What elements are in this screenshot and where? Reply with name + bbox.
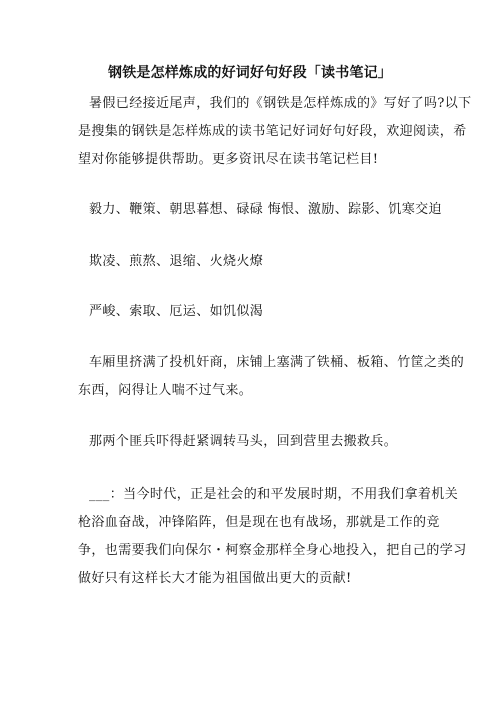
sentence-1-line-2: 东西，闷得让人喘不过气来。 <box>78 383 253 398</box>
sentence-1-line-1: 车厢里挤满了投机奸商，床铺上塞满了铁桶、板箱、竹筐之类的 <box>89 355 465 370</box>
intro-line-3: 望对你能够提供帮助。更多资讯尽在读书笔记栏目! <box>78 152 379 167</box>
paragraph-line-3: 争，也需要我们向保尔・柯察金那样全身心地投入，把自己的学习 <box>78 543 467 558</box>
paragraph-line-2: 枪浴血奋战，冲锋陷阵，但是现在也有战场，那就是工作的竞 <box>78 515 440 530</box>
intro-line-1: 暑假已经接近尾声，我们的《钢铁是怎样炼成的》写好了吗?以下 <box>89 96 472 111</box>
words-line-2: 欺凌、煎熬、退缩、火烧火燎 <box>89 254 264 269</box>
intro-line-2: 是搜集的钢铁是怎样炼成的读书笔记好词好句好段，欢迎阅读，希 <box>78 124 467 139</box>
paragraph-line-4: 做好只有这样长大才能为祖国做出更大的贡献! <box>78 571 352 586</box>
document-title: 钢铁是怎样炼成的好词好句好段「读书笔记」 <box>108 65 392 81</box>
sentence-2-line-1: 那两个匪兵吓得赶紧调转马头，回到营里去搬救兵。 <box>89 434 398 449</box>
words-line-1: 毅力、鞭策、朝思暮想、碌碌 悔恨、激励、踪影、饥寒交迫 <box>89 202 442 217</box>
paragraph-line-1: ___：当今时代，正是社会的和平发展时期，不用我们拿着机关 <box>89 487 459 502</box>
words-line-3: 严峻、索取、厄运、如饥似渴 <box>89 304 264 319</box>
